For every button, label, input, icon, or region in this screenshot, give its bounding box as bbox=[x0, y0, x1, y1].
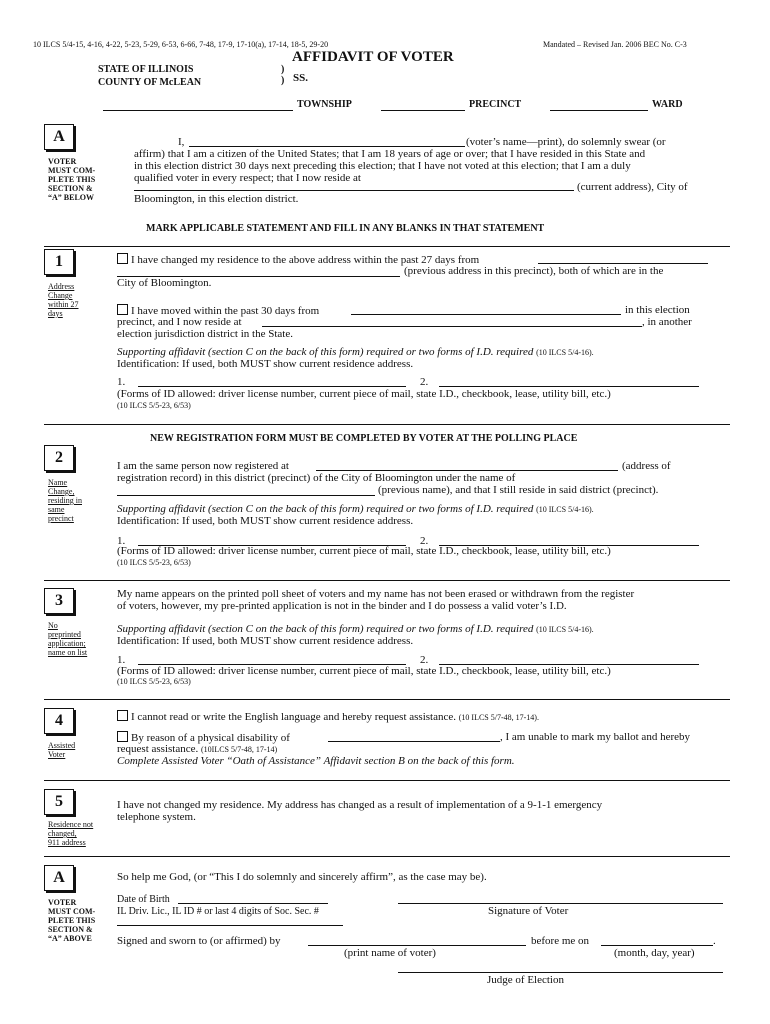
s3-line1: My name appears on the printed poll sheet of voters and my name has not been erased or withdrawn from the register bbox=[117, 588, 635, 600]
s1-line2: (previous address in this precinct), both of which are in the bbox=[404, 265, 664, 277]
dob-field[interactable] bbox=[178, 903, 328, 904]
precinct-label: PRECINCT bbox=[469, 99, 522, 110]
section-a-side-note: VOTER MUST COM- PLETE THIS SECTION & “A” BELOW bbox=[48, 157, 96, 202]
divider-4 bbox=[44, 699, 730, 700]
s3-supporting: Supporting affidavit (section C on the back of this form) required or two forms of I.D. required (10 ILCS 5/4-16). bbox=[117, 623, 594, 635]
s5-line1: I have not changed my residence. My address has changed as a result of implementation of a 9-1-1 emergency bbox=[117, 799, 603, 811]
before-me-text: before me on bbox=[531, 935, 590, 947]
a-line1: (voter’s name—print), do solemnly swear (or bbox=[466, 136, 666, 148]
township-field[interactable] bbox=[103, 110, 293, 111]
paren-1: ) bbox=[281, 64, 285, 75]
section-3-side-note: No preprinted application; name on list bbox=[48, 621, 88, 657]
voter-signature-field[interactable] bbox=[398, 903, 723, 904]
a-line2: affirm) that I am a citizen of the United States; that I am 18 years of age or over; that I have resided in this State and bbox=[134, 148, 646, 160]
s1-identification: Identification: If used, both MUST show current residence address. bbox=[117, 358, 414, 370]
divider-5 bbox=[44, 780, 730, 781]
s3-forms: (Forms of ID allowed: driver license number, current piece of mail, state I.D., checkbook, lease, utility bill, etc.) bbox=[117, 665, 611, 677]
s2-num1: 1. bbox=[117, 535, 126, 547]
ss-label: SS. bbox=[293, 72, 308, 84]
divider-1 bbox=[44, 246, 730, 247]
s3-identification: Identification: If used, both MUST show current residence address. bbox=[117, 635, 414, 647]
s3-cite: (10 ILCS 5/5-23, 6/53) bbox=[117, 677, 191, 686]
a-i: I, bbox=[178, 136, 185, 148]
s4-option-b: By reason of a physical disability of bbox=[117, 731, 290, 744]
divider-3 bbox=[44, 580, 730, 581]
s3-num2: 2. bbox=[420, 654, 429, 666]
s2-heading: NEW REGISTRATION FORM MUST BE COMPLETED BY VOTER AT THE POLLING PLACE bbox=[150, 433, 578, 444]
voter-name-field[interactable] bbox=[189, 146, 465, 147]
section-2-box: 2 bbox=[44, 445, 74, 471]
signature-label: Signature of Voter bbox=[488, 905, 569, 917]
s3-line2: of voters, however, my pre-printed application is not in the binder and I do possess a valid voter’s I.D. bbox=[117, 600, 567, 612]
county-label: COUNTY OF McLEAN bbox=[98, 77, 202, 88]
s2-line3: (previous name), and that I still reside in said district (precinct). bbox=[378, 484, 659, 496]
section-4-box: 4 bbox=[44, 708, 74, 734]
section-2-side-note: Name Change, residing in same precinct bbox=[48, 478, 82, 523]
a-line5: (current address), City of bbox=[577, 181, 688, 193]
s2-num2: 2. bbox=[420, 535, 429, 547]
s2-line1b: (address of bbox=[622, 460, 671, 472]
s1-line-b3: election jurisdiction district in the State. bbox=[117, 328, 293, 340]
s2-forms: (Forms of ID allowed: driver license number, current piece of mail, state I.D., checkbook, lease, utility bill, etc.) bbox=[117, 545, 611, 557]
s1-option-b: I have moved within the past 30 days from bbox=[117, 304, 319, 317]
s1-forms: (Forms of ID allowed: driver license number, current piece of mail, state I.D., checkbook, lease, utility bill, etc.) bbox=[117, 388, 611, 400]
s4-checkbox-b[interactable] bbox=[117, 731, 128, 742]
section-3-box: 3 bbox=[44, 588, 74, 614]
section-a2-box: A bbox=[44, 865, 74, 891]
s1-checkbox-a[interactable] bbox=[117, 253, 128, 264]
s5-line2: telephone system. bbox=[117, 811, 196, 823]
a-line6: Bloomington, in this election district. bbox=[134, 193, 299, 205]
s1-supporting: Supporting affidavit (section C on the back of this form) required or two forms of I.D. required (10 ILCS 5/4-16). bbox=[117, 346, 594, 358]
print-name-field[interactable] bbox=[308, 945, 526, 946]
s2-previous-name-field[interactable] bbox=[117, 495, 375, 496]
statute-citation: 10 ILCS 5/4-15, 4-16, 4-22, 5-23, 5-29, 6-53, 6-66, 7-48, 17-9, 17-10(a), 17-14, 18-5, 29-20 bbox=[33, 40, 329, 49]
s2-line1: I am the same person now registered at bbox=[117, 460, 289, 472]
id-label: IL Driv. Lic., IL ID # or last 4 digits of Soc. Sec. # bbox=[117, 906, 319, 917]
judge-signature-field[interactable] bbox=[398, 972, 723, 973]
mandated-note: Mandated – Revised Jan. 2006 BEC No. C-3 bbox=[543, 40, 687, 49]
divider-6 bbox=[44, 856, 730, 857]
sworn-text: Signed and sworn to (or affirmed) by bbox=[117, 935, 281, 947]
s4-line-b1: , I am unable to mark my ballot and hereby bbox=[500, 731, 690, 743]
mark-heading: MARK APPLICABLE STATEMENT AND FILL IN ANY BLANKS IN THAT STATEMENT bbox=[146, 223, 545, 234]
ward-label: WARD bbox=[652, 99, 683, 110]
s2-identification: Identification: If used, both MUST show current residence address. bbox=[117, 515, 414, 527]
period: . bbox=[713, 935, 716, 947]
s1-from-field[interactable] bbox=[538, 263, 708, 264]
section-4-side-note: Assisted Voter bbox=[48, 741, 76, 759]
s4-line-b2: request assistance. (10ILCS 5/7-48, 17-14) bbox=[117, 743, 278, 755]
id-number-field[interactable] bbox=[117, 925, 343, 926]
divider-2 bbox=[44, 424, 730, 425]
s2-cite: (10 ILCS 5/5-23, 6/53) bbox=[117, 558, 191, 567]
s1-num1: 1. bbox=[117, 376, 126, 388]
s1-num2: 2. bbox=[420, 376, 429, 388]
s1-line-b1: in this election bbox=[625, 304, 690, 316]
s1-reside-field[interactable] bbox=[262, 326, 642, 327]
dob-label: Date of Birth bbox=[117, 894, 170, 905]
section-5-box: 5 bbox=[44, 789, 74, 815]
section-1-side-note: Address Change within 27 days bbox=[48, 282, 79, 318]
s1-id2-field[interactable] bbox=[439, 386, 699, 387]
s2-registered-address-field[interactable] bbox=[316, 470, 618, 471]
date-hint: (month, day, year) bbox=[614, 947, 695, 959]
s1-id1-field[interactable] bbox=[138, 386, 406, 387]
s1-moved-from-field[interactable] bbox=[351, 314, 621, 315]
s4-option-a: I cannot read or write the English language and hereby request assistance. (10 ILCS 5/7-48, 17-14). bbox=[117, 710, 539, 723]
s4-checkbox-a[interactable] bbox=[117, 710, 128, 721]
s1-line-b2: precinct, and I now reside at bbox=[117, 316, 242, 328]
ward-field[interactable] bbox=[550, 110, 648, 111]
oath-text: So help me God, (or “This I do solemnly and sincerely affirm”, as the case may be). bbox=[117, 871, 487, 883]
page-title: AFFIDAVIT OF VOTER bbox=[292, 49, 454, 65]
section-1-box: 1 bbox=[44, 249, 74, 275]
s1-line3: City of Bloomington. bbox=[117, 277, 212, 289]
s4-disability-field[interactable] bbox=[328, 741, 500, 742]
s1-option-a: I have changed my residence to the above address within the past 27 days from bbox=[117, 253, 479, 266]
section-a-box: A bbox=[44, 124, 74, 150]
current-address-field[interactable] bbox=[134, 190, 574, 191]
township-label: TOWNSHIP bbox=[297, 99, 352, 110]
s2-supporting: Supporting affidavit (section C on the back of this form) required or two forms of I.D. required (10 ILCS 5/4-16). bbox=[117, 503, 594, 515]
sworn-date-field[interactable] bbox=[601, 945, 713, 946]
s1-checkbox-b[interactable] bbox=[117, 304, 128, 315]
paren-2: ) bbox=[281, 75, 285, 86]
section-5-side-note: Residence not changed, 911 address bbox=[48, 820, 94, 847]
s1-cite: (10 ILCS 5/5-23, 6/53) bbox=[117, 401, 191, 410]
s2-line2: registration record) in this district (precinct) of the City of Bloomington under the name of bbox=[117, 472, 516, 484]
s4-line-b3: Complete Assisted Voter “Oath of Assistance” Affidavit section B on the back of this form. bbox=[117, 755, 515, 767]
s3-num1: 1. bbox=[117, 654, 126, 666]
state-label: STATE OF ILLINOIS bbox=[98, 64, 194, 75]
a-line4: qualified voter in every respect; that I now reside at bbox=[134, 172, 361, 184]
a-line3: in this election district 30 days next preceding this election; that I have not voted at this election; that I am a duly bbox=[134, 160, 631, 172]
s1-line-b2b: , in another bbox=[642, 316, 692, 328]
judge-label: Judge of Election bbox=[487, 974, 564, 986]
section-a2-side-note: VOTER MUST COM- PLETE THIS SECTION & “A” ABOVE bbox=[48, 898, 96, 943]
precinct-field[interactable] bbox=[381, 110, 465, 111]
print-name-hint: (print name of voter) bbox=[344, 947, 436, 959]
